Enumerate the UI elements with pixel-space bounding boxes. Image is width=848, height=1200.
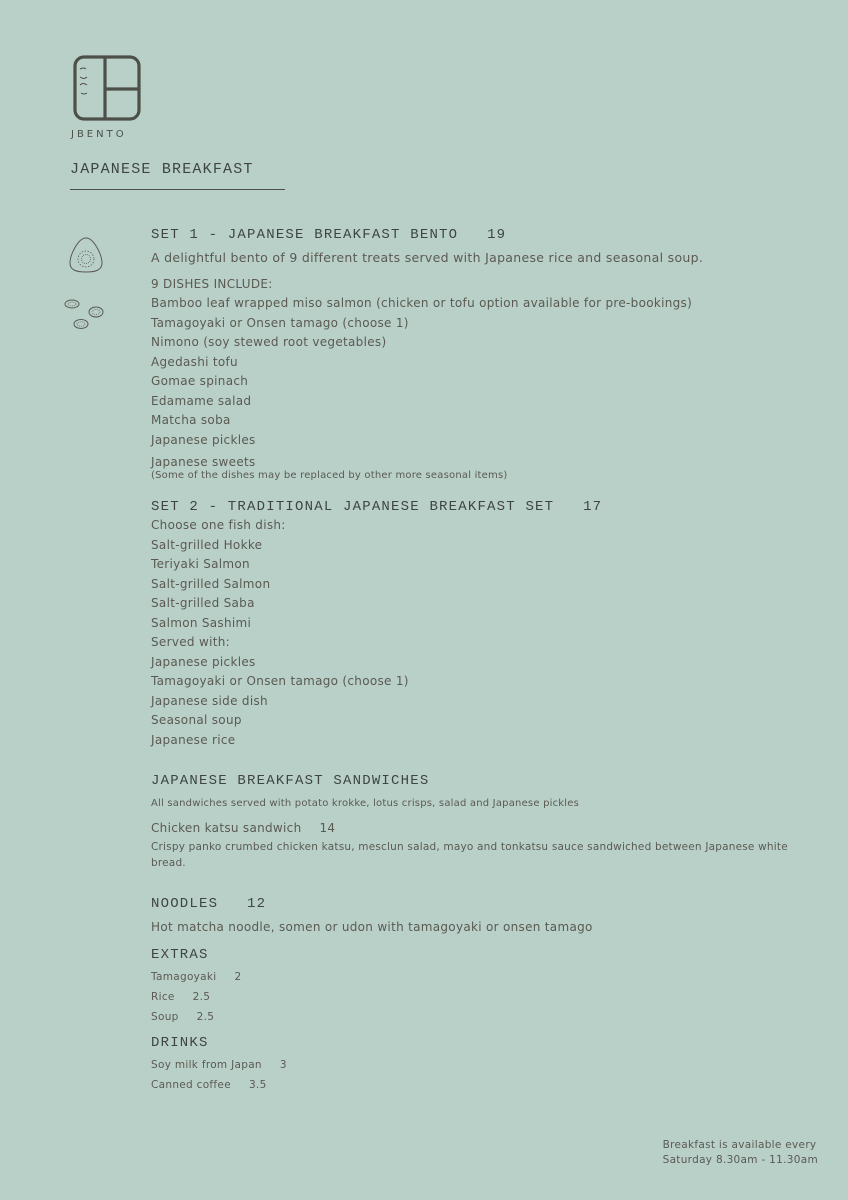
sandwich-item	[151, 819, 811, 839]
set1-heading	[151, 226, 811, 244]
sandwich-price: 14	[319, 821, 336, 835]
list-item: Teriyaki Salmon	[151, 557, 250, 571]
extras-item	[151, 967, 811, 987]
extras-name: Soup	[151, 1011, 179, 1023]
sandwich-description: Crispy panko crumbed chicken katsu, mesclun salad, mayo and tonkatsu sauce sandwiched between Japanese white bread.	[151, 840, 788, 869]
pickles-icon	[62, 296, 112, 336]
set2-price: 17	[583, 499, 603, 515]
drinks-price: 3.5	[248, 1079, 267, 1091]
list-item: Tamagoyaki or Onsen tamago (choose 1)	[151, 315, 409, 330]
list-item: Japanese pickles	[151, 432, 256, 447]
list-item: Salt-grilled Salmon	[151, 576, 271, 591]
list-item: Tamagoyaki or Onsen tamago (choose 1)	[151, 674, 409, 688]
list-item: Japanese side dish	[151, 693, 268, 708]
drinks-name: Canned coffee	[151, 1079, 231, 1091]
extras-name: Rice	[151, 991, 175, 1003]
set1-title: SET 1 - JAPANESE BREAKFAST BENTO	[151, 227, 459, 243]
extras-item	[151, 987, 811, 1007]
availability-note	[663, 1138, 818, 1168]
set1-includes-label: 9 DISHES INCLUDE:	[151, 276, 273, 291]
sandwiches-heading: JAPANESE BREAKFAST SANDWICHES	[151, 773, 430, 789]
drinks-heading: DRINKS	[151, 1035, 209, 1051]
set1-description: A delightful bento of 9 different treats served with Japanese rice and seasonal soup.	[151, 250, 704, 265]
brand-name: JBENTO	[71, 129, 127, 140]
list-item: Seasonal soup	[151, 713, 242, 727]
set2-title: SET 2 - TRADITIONAL JAPANESE BREAKFAST SET	[151, 499, 555, 515]
extras-price: 2.5	[192, 991, 211, 1003]
brand-logo	[70, 55, 144, 140]
extras-price: 2.5	[196, 1011, 215, 1023]
onigiri-icon	[66, 235, 106, 275]
list-item: Salmon Sashimi	[151, 615, 252, 630]
list-item: Bamboo leaf wrapped miso salmon (chicken or tofu option available for pre-bookings)	[151, 296, 693, 310]
drinks-price: 3	[279, 1059, 287, 1071]
availability-line-1: Breakfast is available every	[662, 1139, 817, 1151]
set2-served-label: Served with:	[151, 635, 230, 649]
set2-choose-label: Choose one fish dish:	[151, 518, 286, 532]
noodles-heading	[151, 895, 811, 913]
list-item: Agedashi tofu	[151, 354, 238, 369]
set1-price: 19	[487, 227, 507, 243]
noodles-price: 12	[247, 895, 267, 912]
availability-line-2: Saturday 8.30am - 11.30am	[662, 1154, 818, 1166]
list-item: Japanese pickles	[151, 654, 256, 669]
title-divider	[70, 189, 285, 190]
drinks-item	[151, 1075, 811, 1095]
list-item: Salt-grilled Hokke	[151, 537, 263, 552]
sandwiches-note: All sandwiches served with potato krokke, lotus crisps, salad and Japanese pickles	[151, 798, 580, 809]
sandwich-name: Chicken katsu sandwich	[151, 821, 302, 835]
list-item: Gomae spinach	[151, 374, 249, 388]
set2-heading	[151, 498, 811, 516]
list-item: Nimono (soy stewed root vegetables)	[151, 335, 387, 349]
extras-name: Tamagoyaki	[151, 971, 217, 983]
extras-heading: EXTRAS	[151, 947, 209, 963]
drinks-item	[151, 1055, 811, 1075]
list-item: Matcha soba	[151, 413, 231, 427]
drinks-name: Soy milk from Japan	[151, 1059, 262, 1071]
extras-item	[151, 1007, 811, 1027]
page-title: JAPANESE BREAKFAST	[70, 161, 254, 178]
list-item: Japanese rice	[151, 732, 236, 747]
set1-note: (Some of the dishes may be replaced by other more seasonal items)	[151, 470, 508, 481]
menu-content	[151, 226, 811, 1095]
noodles-description: Hot matcha noodle, somen or udon with tamagoyaki or onsen tamago	[151, 919, 593, 934]
list-item: Japanese sweets	[151, 455, 256, 469]
list-item: Edamame salad	[151, 393, 252, 408]
noodles-title: NOODLES	[151, 895, 219, 912]
list-item: Salt-grilled Saba	[151, 596, 255, 610]
jbento-logo-icon	[70, 55, 142, 125]
extras-price: 2	[234, 971, 242, 983]
